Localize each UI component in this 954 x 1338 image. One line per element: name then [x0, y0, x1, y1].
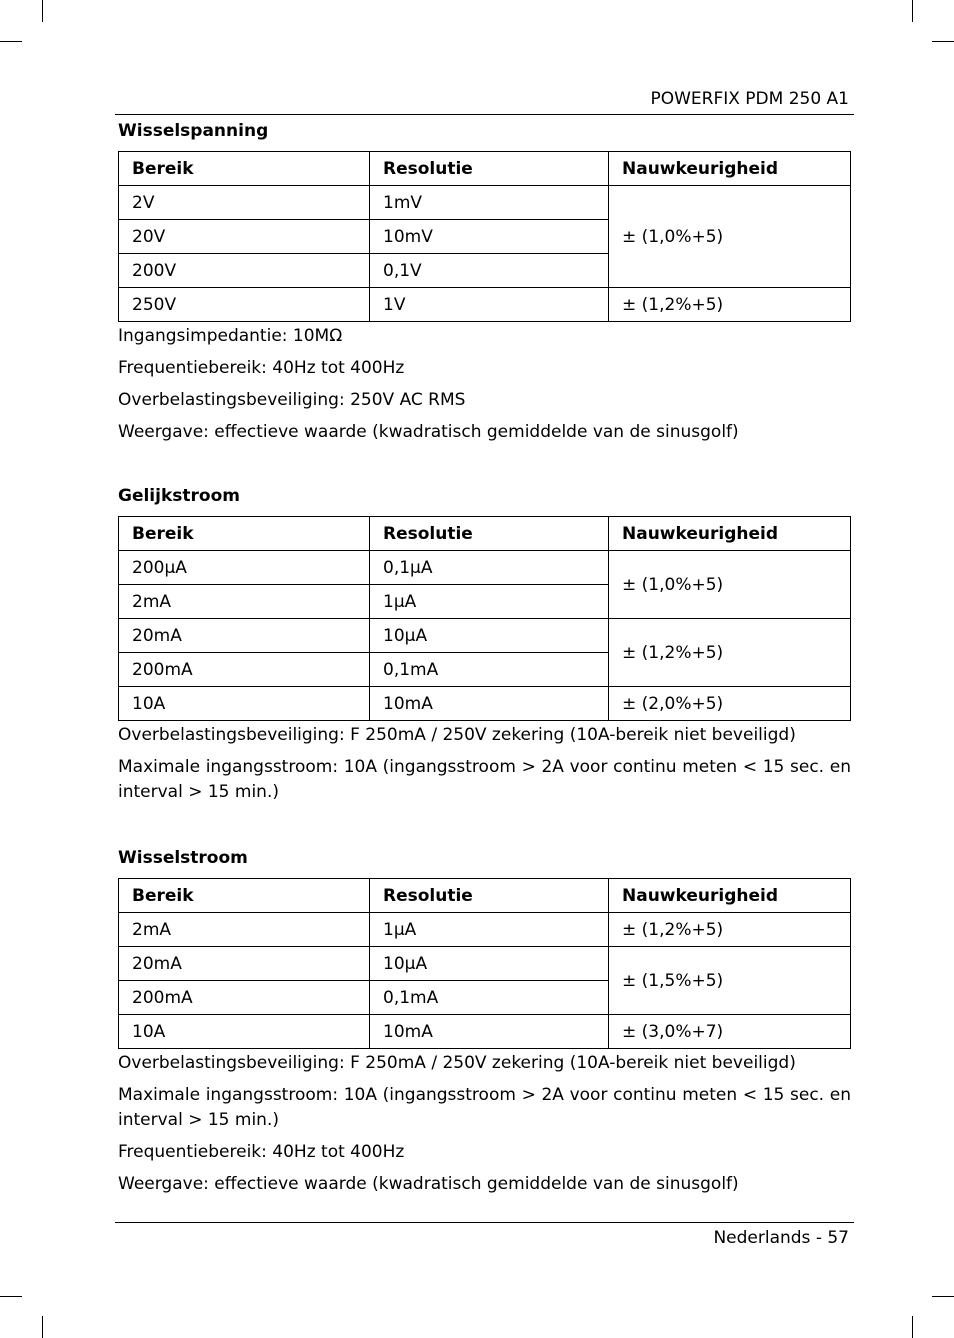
table-header-row — [119, 517, 851, 551]
cell-resolution: 1µA — [370, 913, 609, 947]
crop-mark — [42, 1316, 43, 1338]
note: Weergave: effectieve waarde (kwadratisch gemiddelde van de sinusgolf) — [118, 1174, 739, 1194]
cell-range: 20V — [119, 220, 370, 254]
section-dc-current — [118, 485, 851, 805]
table-row — [119, 947, 851, 981]
cell-range: 10A — [119, 687, 370, 721]
footer-rule — [115, 1222, 854, 1223]
note: Maximale ingangsstroom: 10A (ingangsstroom > 2A voor continu meten < 15 sec. en interval > 15 min.) — [118, 757, 851, 802]
page-number: Nederlands - 57 — [713, 1228, 849, 1248]
notes — [118, 1051, 851, 1197]
crop-mark — [912, 0, 913, 22]
table-header-row — [119, 879, 851, 913]
table-row — [119, 1015, 851, 1049]
table-row — [119, 913, 851, 947]
section-ac-voltage — [118, 120, 851, 445]
spec-table-ac-current — [118, 878, 851, 1049]
crop-mark — [0, 41, 22, 42]
table-row — [119, 619, 851, 653]
note: Overbelastingsbeveiliging: 250V AC RMS — [118, 390, 466, 410]
section-ac-current — [118, 847, 851, 1197]
table-header-row — [119, 152, 851, 186]
cell-range: 2mA — [119, 585, 370, 619]
cell-accuracy: ± (1,0%+5) — [609, 551, 851, 619]
crop-mark — [932, 1296, 954, 1297]
cell-range: 20mA — [119, 947, 370, 981]
column-header-range: Bereik — [119, 152, 370, 186]
note: Maximale ingangsstroom: 10A (ingangsstroom > 2A voor continu meten < 15 sec. en interval > 15 min.) — [118, 1085, 851, 1130]
page-content — [118, 120, 851, 1197]
cell-accuracy: ± (1,2%+5) — [609, 288, 851, 322]
cell-range: 20mA — [119, 619, 370, 653]
spec-table-ac-voltage — [118, 151, 851, 322]
cell-range: 250V — [119, 288, 370, 322]
cell-resolution: 10mV — [370, 220, 609, 254]
table-row — [119, 288, 851, 322]
cell-resolution: 10µA — [370, 947, 609, 981]
table-row — [119, 186, 851, 220]
column-header-accuracy: Nauwkeurigheid — [609, 879, 851, 913]
cell-resolution: 10mA — [370, 1015, 609, 1049]
notes — [118, 324, 851, 445]
spec-table-dc-current — [118, 516, 851, 721]
notes — [118, 723, 851, 805]
note: Weergave: effectieve waarde (kwadratisch gemiddelde van de sinusgolf) — [118, 422, 739, 442]
cell-range: 200mA — [119, 981, 370, 1015]
cell-range: 10A — [119, 1015, 370, 1049]
crop-mark — [912, 1316, 913, 1338]
cell-resolution: 1µA — [370, 585, 609, 619]
cell-resolution: 0,1mA — [370, 653, 609, 687]
cell-range: 200µA — [119, 551, 370, 585]
cell-range: 2V — [119, 186, 370, 220]
cell-resolution: 10µA — [370, 619, 609, 653]
column-header-range: Bereik — [119, 517, 370, 551]
note: Ingangsimpedantie: 10MΩ — [118, 326, 343, 346]
column-header-accuracy: Nauwkeurigheid — [609, 152, 851, 186]
crop-mark — [0, 1296, 22, 1297]
cell-resolution: 0,1mA — [370, 981, 609, 1015]
column-header-resolution: Resolutie — [370, 517, 609, 551]
cell-range: 200mA — [119, 653, 370, 687]
header-rule — [115, 114, 854, 115]
note: Overbelastingsbeveiliging: F 250mA / 250V zekering (10A-bereik niet beveiligd) — [118, 1053, 796, 1073]
cell-resolution: 1mV — [370, 186, 609, 220]
column-header-range: Bereik — [119, 879, 370, 913]
note: Frequentiebereik: 40Hz tot 400Hz — [118, 1142, 405, 1162]
note: Frequentiebereik: 40Hz tot 400Hz — [118, 358, 405, 378]
section-title: Wisselspanning — [118, 121, 269, 141]
column-header-resolution: Resolutie — [370, 152, 609, 186]
table-row — [119, 687, 851, 721]
table-row — [119, 551, 851, 585]
cell-accuracy: ± (2,0%+5) — [609, 687, 851, 721]
crop-mark — [932, 41, 954, 42]
note: Overbelastingsbeveiliging: F 250mA / 250V zekering (10A-bereik niet beveiligd) — [118, 725, 796, 745]
cell-accuracy: ± (1,0%+5) — [609, 186, 851, 288]
cell-range: 2mA — [119, 913, 370, 947]
cell-accuracy: ± (3,0%+7) — [609, 1015, 851, 1049]
column-header-accuracy: Nauwkeurigheid — [609, 517, 851, 551]
cell-resolution: 0,1V — [370, 254, 609, 288]
cell-resolution: 10mA — [370, 687, 609, 721]
cell-resolution: 1V — [370, 288, 609, 322]
column-header-resolution: Resolutie — [370, 879, 609, 913]
cell-accuracy: ± (1,2%+5) — [609, 913, 851, 947]
document-header-title: POWERFIX PDM 250 A1 — [650, 89, 849, 109]
crop-mark — [42, 0, 43, 22]
cell-range: 200V — [119, 254, 370, 288]
cell-resolution: 0,1µA — [370, 551, 609, 585]
cell-accuracy: ± (1,2%+5) — [609, 619, 851, 687]
cell-accuracy: ± (1,5%+5) — [609, 947, 851, 1015]
section-title: Wisselstroom — [118, 848, 248, 868]
section-title: Gelijkstroom — [118, 486, 240, 506]
